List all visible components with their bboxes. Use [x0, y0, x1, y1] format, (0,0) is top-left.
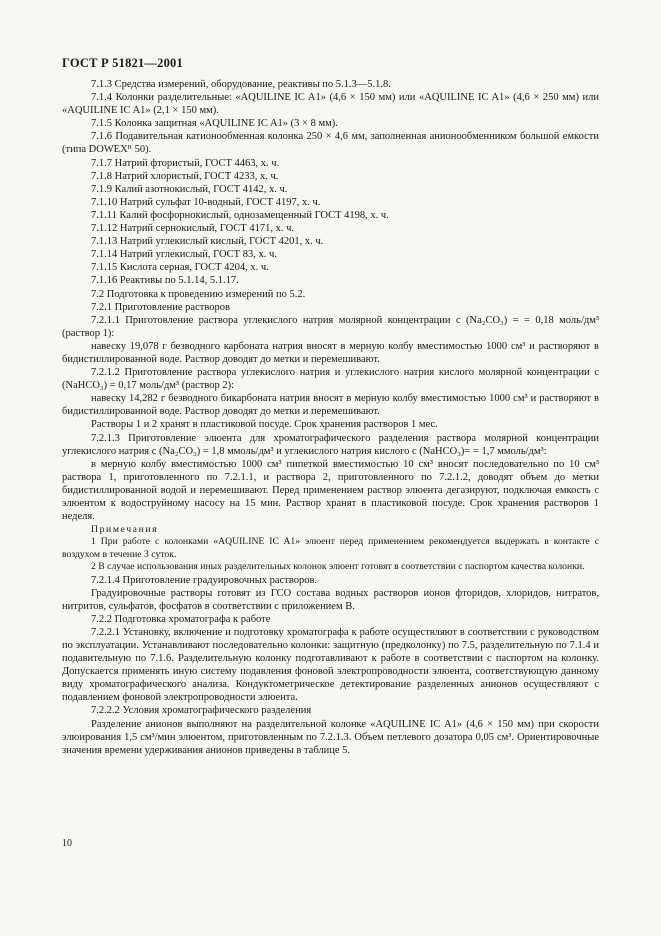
paragraph-7-2-1-2: 7.2.1.2 Приготовление раствора углекислого натрия и углекислого натрия кислого молярной концентрации с (NaHCO₃) = 0,17 моль/дм³ (раствор 2): [62, 367, 599, 392]
paragraph-7-2-1-3-procedure: в мерную колбу вместимостью 1000 см³ пипеткой вместимостью 10 см³ вносят последовательно по 10 см³ раствора 1, приготовленного по 7.2.1.1, и раствора 2, приготовленного по 7.2.1.2, доводят объем до метки бидистиллированной водой и перемешивают. Перед применением раствор элюента дегазируют, подключая емкость с элюентом к водоструйному насосу на 15 мин. Раствор хранят в пластиковой посуде. Срок хранения растворов 1 неделя. [62, 458, 599, 523]
paragraph-7-1-11: 7.1.11 Калий фосфорнокислый, однозамещенный ГОСТ 4198, х. ч. [91, 209, 389, 221]
paragraph-7-1-8: 7.1.8 Натрий хлористый, ГОСТ 4233, х. ч. [91, 170, 279, 182]
paragraph-separation: Разделение анионов выполняют на разделительной колонке «AQUILINE IC A1» (4,6 × 150 мм) при скорости элюирования 1,5 см³/мин элюентом, приготовленным по 7.2.1.3. Объем петлевого дозатора 0,05 см³. Ориентировочные значения времени удерживания анионов приведены в таблице 5. [62, 718, 599, 756]
paragraph-7-2-1-1-procedure: навеску 19,078 г безводного карбоната натрия вносят в мерную колбу вместимостью 1000 см³ и растворяют в бидистиллированной воде. Раствор доводят до метки и перемешивают. [62, 340, 599, 365]
paragraph-storage: Растворы 1 и 2 хранят в пластиковой посуде. Срок хранения растворов 1 мес. [91, 419, 438, 431]
paragraph-7-1-13: 7.1.13 Натрий углекислый кислый, ГОСТ 4201, х. ч. [91, 236, 324, 248]
paragraph-7-1-7: 7.1.7 Натрий фтористый, ГОСТ 4463, х. ч. [91, 157, 280, 169]
paragraph-7-2-2-2: 7.2.2.2 Условия хроматографического разделения [91, 705, 312, 717]
paragraph-7-1-10: 7.1.10 Натрий сульфат 10-водный, ГОСТ 4197, х. ч. [91, 196, 321, 208]
paragraph-7-1-9: 7.1.9 Калий азотнокислый, ГОСТ 4142, х. ч. [91, 183, 288, 195]
paragraph-7-1-5: 7.1.5 Колонка защитная «AQUILINE IC A1» (3 × 8 мм). [91, 118, 338, 130]
paragraph-calibration: Градуировочные растворы готовят из ГСО состава водных растворов ионов фторидов, хлоридов, нитратов, нитритов, сульфатов, фосфатов в соответствии с приложением В. [62, 587, 599, 612]
paragraph-7-1-6: 7.1.6 Подавительная катионообменная колонка 250 × 4,6 мм, заполненная анионообменником большой емкости (типа DOWEXᴿ 50). [62, 131, 599, 156]
paragraph-7-1-14: 7.1.14 Натрий углекислый, ГОСТ 83, х. ч. [91, 249, 277, 261]
note-2: 2 В случае использования иных разделительных колонок элюент готовят в соответствии с паспортом качества колонки. [91, 561, 585, 573]
paragraph-7-2-1-2-procedure: навеску 14,282 г безводного бикарбоната натрия вносят в мерную колбу вместимостью 1000 см³ и растворяют в бидистиллированной воде. Раствор доводят до метки и перемешивают. [62, 393, 599, 418]
paragraph-7-2: 7.2 Подготовка к проведению измерений по 5.2. [91, 288, 306, 300]
paragraph-7-1-4: 7.1.4 Колонки разделительные: «AQUILINE IC A1» (4,6 × 150 мм) или «AQUILINE IC A1» (4,6 × 250 мм) или «AQUILINE IC A1» (2,1 × 150 мм). [62, 92, 599, 117]
paragraph-7-2-1: 7.2.1 Приготовление растворов [91, 301, 230, 313]
paragraph-7-1-12: 7.1.12 Натрий сернокислый, ГОСТ 4171, х. ч. [91, 223, 295, 235]
paragraph-7-2-1-3: 7.2.1.3 Приготовление элюента для хроматографического разделения раствора молярной концентрации углекислого натрия с (Na₂CO₃) = 1,8 ммоль/дм³ и углекислого натрия кислого с (NaHCO₃)= = 1,7 ммоль/дм³: [62, 432, 599, 457]
notes-heading: Примечания [91, 524, 159, 536]
paragraph-7-1-3: 7.1.3 Средства измерений, оборудование, реактивы по 5.1.3—5.1.8. [91, 79, 391, 90]
paragraph-7-1-16: 7.1.16 Реактивы по 5.1.14, 5.1.17. [91, 275, 239, 287]
paragraph-7-2-1-4: 7.2.1.4 Приготовление градуировочных растворов. [91, 574, 318, 586]
paragraph-7-1-15: 7.1.15 Кислота серная, ГОСТ 4204, х. ч. [91, 262, 269, 274]
paragraph-7-2-2-1: 7.2.2.1 Установку, включение и подготовку хроматографа к работе осуществляют в соответствии с руководством по эксплуатации. Устанавливают последовательно колонки: защитную (предколонку) по 7.5, разделительную по 7.1.4 и подавительную по 7.1.6. Разделительную колонку подготавливают к работе в соответствии с паспортом на колонку. Допускается применять иную систему подавления фоновой электропроводности элюента, соответствующую данному виду хроматографического анализа. Кондуктометрическое детектирование разделенных анионов осуществляют с подавлением фоновой электропроводности элюента. [62, 626, 599, 704]
page-number: 10 [62, 838, 72, 849]
document-header: ГОСТ Р 51821—2001 [62, 56, 183, 70]
paragraph-7-2-2: 7.2.2 Подготовка хроматографа к работе [91, 613, 271, 625]
document-body [62, 78, 599, 757]
note-1: 1 При работе с колонками «AQUILINE IC A1» элюент перед применением рекомендуется выдержать в контакте с воздухом в течение 3 суток. [62, 536, 599, 560]
paragraph-7-2-1-1: 7.2.1.1 Приготовление раствора углекислого натрия молярной концентрации с (Na₂CO₃) = = 0,18 моль/дм³ (раствор 1): [62, 314, 599, 339]
